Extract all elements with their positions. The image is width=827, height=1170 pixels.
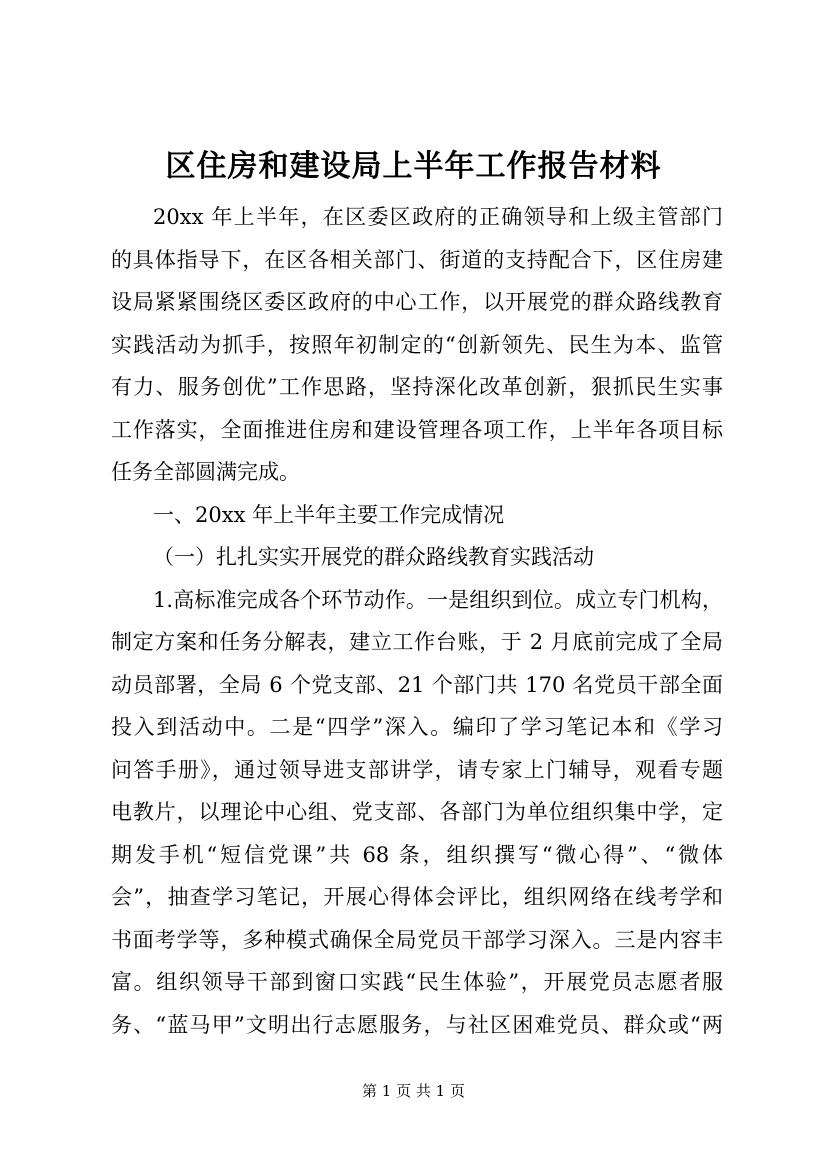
paragraph-line: 任务全部圆满完成。 xyxy=(111,460,300,484)
document-body xyxy=(111,196,723,1046)
paragraph-line: 的具体指导下，在区各相关部门、街道的支持配合下，区住房建 xyxy=(111,247,723,272)
paragraph-line: 务、“蓝马甲”文明出行志愿服务，与社区困难党员、群众或“两 xyxy=(111,1012,723,1037)
paragraph-line: 有力、服务创优”工作思路，坚持深化改革创新，狠抓民生实事 xyxy=(111,375,723,399)
paragraph-line: 动员部署，全局 6 个党支部、21 个部门共 170 名党员干部全面 xyxy=(111,672,723,697)
paragraph-line: 实践活动为抓手，按照年初制定的“创新领先、民生为本、监管 xyxy=(111,332,723,357)
paragraph-line: 会”，抽查学习笔记，开展心得体会评比，组织网络在线考学和 xyxy=(111,885,723,909)
paragraph-line: 1.高标准完成各个环节动作。一是组织到位。成立专门机构， xyxy=(153,587,723,612)
subsection-heading: （一）扎扎实实开展党的群众路线教育实践活动 xyxy=(153,545,594,569)
paragraph-line: 20xx 年上半年，在区委区政府的正确领导和上级主管部门 xyxy=(153,205,723,229)
paragraph-line: 电教片，以理论中心组、党支部、各部门为单位组织集中学，定 xyxy=(111,800,723,824)
paragraph-line: 投入到活动中。二是“四学”深入。编印了学习笔记本和《学习 xyxy=(111,715,723,739)
paragraph-line: 制定方案和任务分解表，建立工作台账，于 2 月底前完成了全局 xyxy=(111,630,723,654)
paragraph-line: 期发手机“短信党课”共 68 条，组织撰写“微心得”、“微体 xyxy=(111,842,723,867)
page-number-footer: 第 1 页 共 1 页 xyxy=(362,1082,465,1100)
paragraph-line: 设局紧紧围绕区委区政府的中心工作，以开展党的群众路线教育 xyxy=(111,290,723,314)
paragraph-line: 工作落实，全面推进住房和建设管理各项工作，上半年各项目标 xyxy=(111,417,723,442)
section-heading: 一、20xx 年上半年主要工作完成情况 xyxy=(153,502,505,527)
document-title: 区住房和建设局上半年工作报告材料 xyxy=(165,149,662,184)
paragraph-line: 问答手册》，通过领导进支部讲学，请专家上门辅导，观看专题 xyxy=(111,757,723,782)
paragraph-line: 书面考学等，多种模式确保全局党员干部学习深入。三是内容丰 xyxy=(111,927,723,952)
paragraph-line: 富。组织领导干部到窗口实践“民生体验”，开展党员志愿者服 xyxy=(111,970,723,994)
